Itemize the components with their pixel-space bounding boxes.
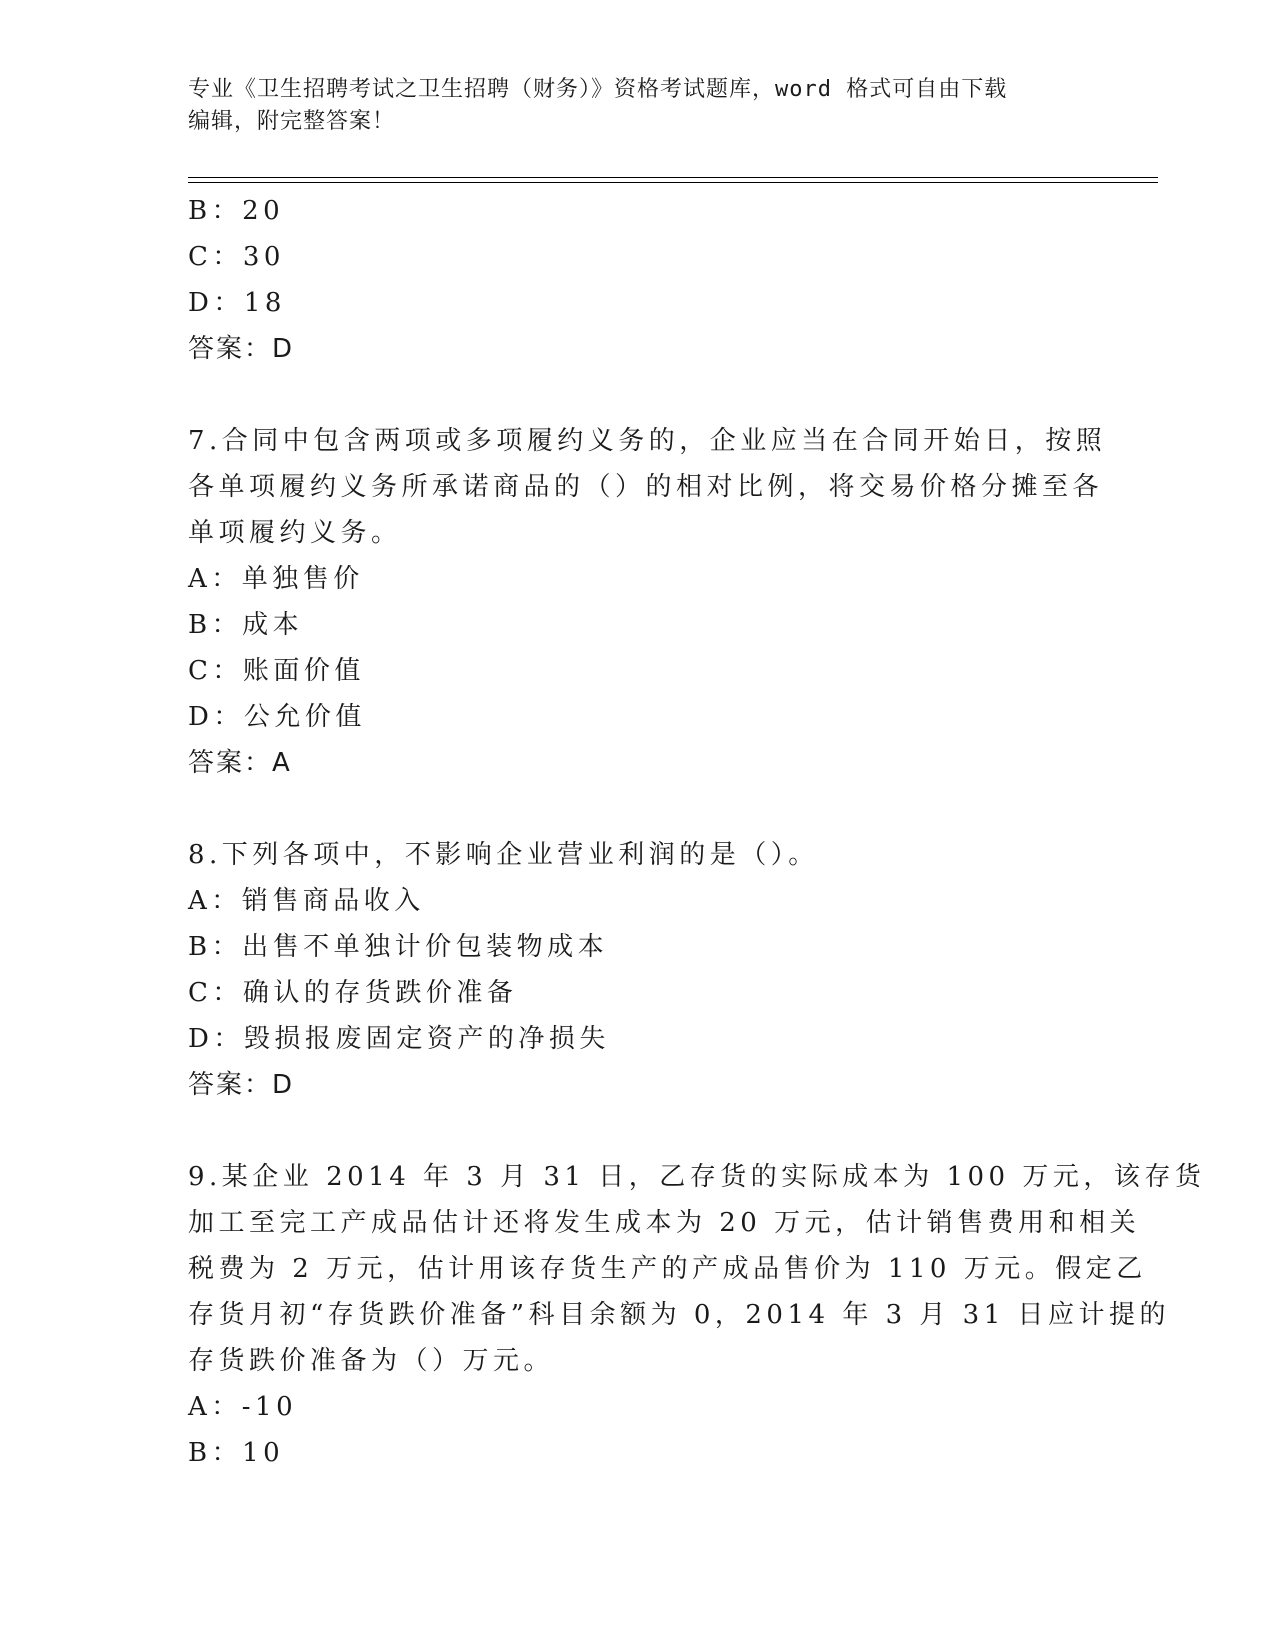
question-text-line: 单项履约义务。	[188, 518, 402, 548]
header-line-1: 专业《卫生招聘考试之卫生招聘（财务）》资格考试题库，word 格式可自由下载	[188, 77, 1008, 102]
option-c: C：确认的存货跌价准备	[188, 978, 518, 1008]
option-b: B：成本	[188, 610, 304, 640]
question-text-line: 存货跌价准备为（）万元。	[188, 1346, 555, 1376]
question-9	[188, 1154, 1206, 1476]
question-text-line: 加工至完工产成品估计还将发生成本为 20 万元，估计销售费用和相关	[188, 1208, 1141, 1238]
spacer	[188, 786, 1088, 832]
question-text-line: 各单项履约义务所承诺商品的（）的相对比例，将交易价格分摊至各	[188, 472, 1104, 502]
page-header	[188, 74, 1088, 138]
header-divider-top	[188, 177, 1158, 178]
question-text-line: 9.某企业 2014 年 3 月 31 日，乙存货的实际成本为 100 万元，该存货	[188, 1162, 1206, 1192]
option-d: D：公允价值	[188, 702, 366, 732]
answer-line: 答案：D	[188, 1070, 295, 1100]
spacer	[188, 372, 1088, 418]
question-text-line: 7.合同中包含两项或多项履约义务的，企业应当在合同开始日，按照	[188, 426, 1107, 456]
question-8	[188, 832, 1088, 1108]
question-text-line: 存货月初“存货跌价准备”科目余额为 0，2014 年 3 月 31 日应计提的	[188, 1300, 1171, 1330]
option-d: D：毁损报废固定资产的净损失	[188, 1024, 610, 1054]
question-7	[188, 418, 1107, 786]
question-content	[188, 188, 1206, 1476]
previous-question	[188, 188, 1088, 372]
option-c: C：30	[188, 242, 285, 272]
option-a: A：-10	[188, 1392, 298, 1422]
question-text-line: 8.下列各项中，不影响企业营业利润的是（）。	[188, 840, 819, 870]
spacer	[188, 1108, 1088, 1154]
answer-line: 答案：D	[188, 334, 295, 364]
option-d: D：18	[188, 288, 286, 318]
option-a: A：单独售价	[188, 564, 364, 594]
option-c: C：账面价值	[188, 656, 365, 686]
option-b: B：20	[188, 196, 285, 226]
answer-line: 答案：A	[188, 748, 292, 778]
option-a: A：销售商品收入	[188, 886, 425, 916]
question-text-line: 税费为 2 万元，估计用该存货生产的产成品售价为 110 万元。假定乙	[188, 1254, 1147, 1284]
option-b: B：10	[188, 1438, 285, 1468]
option-b: B：出售不单独计价包装物成本	[188, 932, 609, 962]
header-divider-bottom	[188, 182, 1158, 183]
header-line-2: 编辑，附完整答案！	[188, 109, 396, 134]
